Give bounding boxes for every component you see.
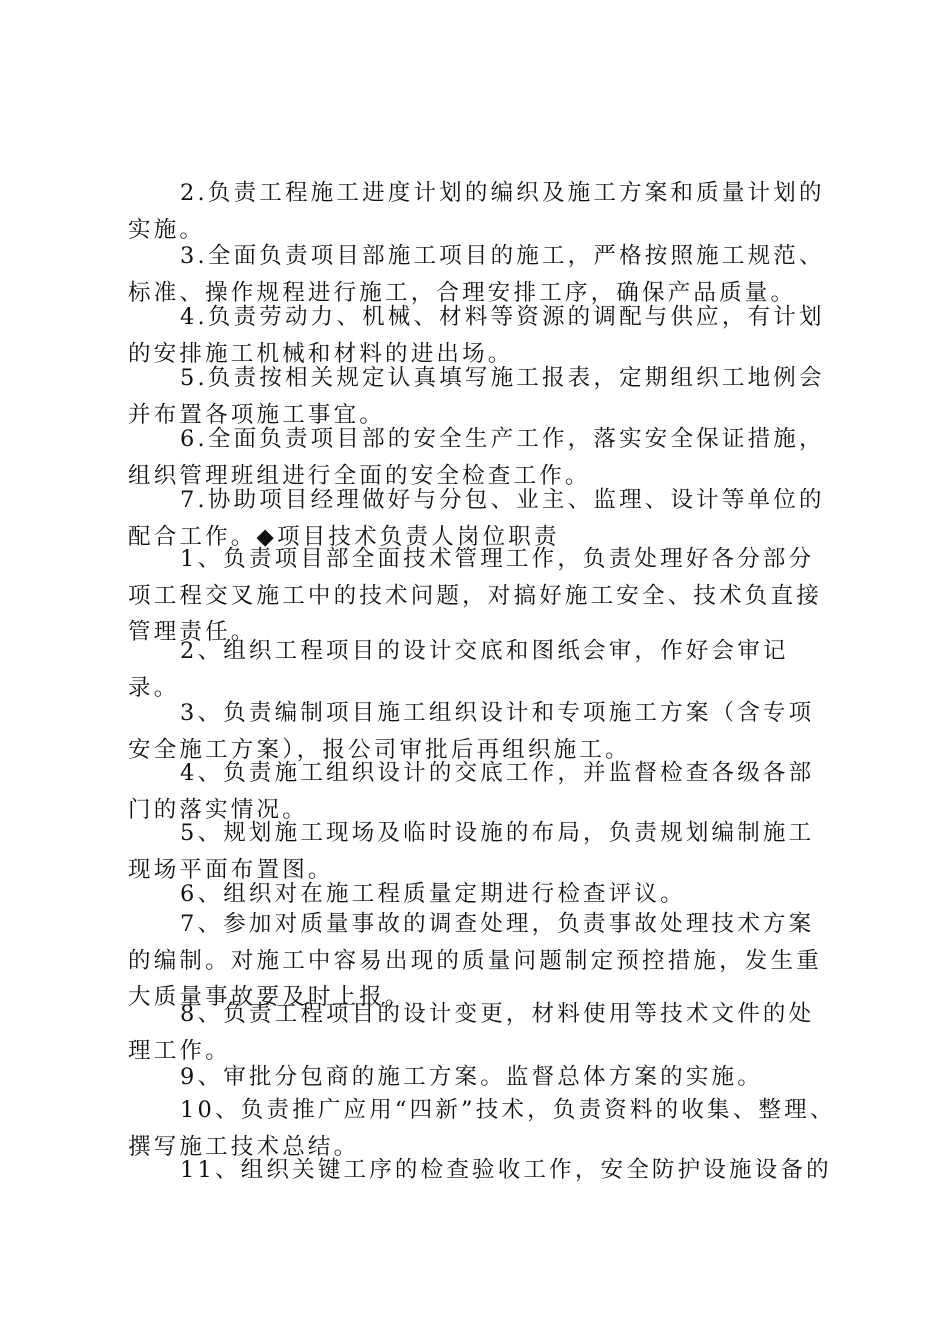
paragraph-14: 8、负责工程项目的设计变更，材料使用等技术文件的处理工作。 xyxy=(128,1001,815,1064)
paragraph-5: 6.全面负责项目部的安全生产工作，落实安全保证措施，组织管理班组进行全面的安全检查工作。 xyxy=(128,426,825,489)
paragraph-16: 10、负责推广应用“四新”技术，负责资料的收集、整理、撰写施工技术总结。 xyxy=(128,1097,836,1160)
paragraph-15: 9、审批分包商的施工方案。监督总体方案的实施。 xyxy=(180,1064,763,1090)
paragraph-2: 3.全面负责项目部施工项目的施工，严格按照施工规范、标准、操作规程进行施工，合理安排工序，确保产品质量。 xyxy=(128,243,825,306)
paragraph-13: 7、参加对质量事故的调查处理，负责事故处理技术方案的编制。对施工中容易出现的质量问题制定预控措施，发生重大质量事故要及时上报。 xyxy=(128,911,822,1010)
paragraph-9: 3、负责编制项目施工组织设计和专项施工方案（含专项安全施工方案），报公司审批后再组织施工。 xyxy=(128,700,815,763)
paragraph-4: 5.负责按相关规定认真填写施工报表，定期组织工地例会并布置各项施工事宜。 xyxy=(128,365,825,428)
paragraph-3: 4.负责劳动力、机械、材料等资源的调配与供应，有计划的安排施工机械和材料的进出场。 xyxy=(128,304,825,367)
paragraph-10: 4、负责施工组织设计的交底工作，并监督检查各级各部门的落实情况。 xyxy=(128,760,815,823)
paragraph-7: 1、负责项目部全面技术管理工作，负责处理好各分部分项工程交叉施工中的技术问题，对搞好施工安全、技术负直接管理责任。 xyxy=(128,546,822,645)
paragraph-8: 2、组织工程项目的设计交底和图纸会审，作好会审记录。 xyxy=(128,638,789,701)
paragraph-11: 5、规划施工现场及临时设施的布局，负责规划编制施工现场平面布置图。 xyxy=(128,820,815,883)
paragraph-6: 7.协助项目经理做好与分包、业主、监理、设计等单位的配合工作。◆项目技术负责人岗位职责 xyxy=(128,487,825,550)
paragraph-17: 11、组织关键工序的检查验收工作，安全防护设施设备的 xyxy=(180,1157,832,1183)
paragraph-12: 6、组织对在施工程质量定期进行检查评议。 xyxy=(180,881,686,907)
paragraph-1: 2.负责工程施工进度计划的编织及施工方案和质量计划的实施。 xyxy=(128,180,825,243)
